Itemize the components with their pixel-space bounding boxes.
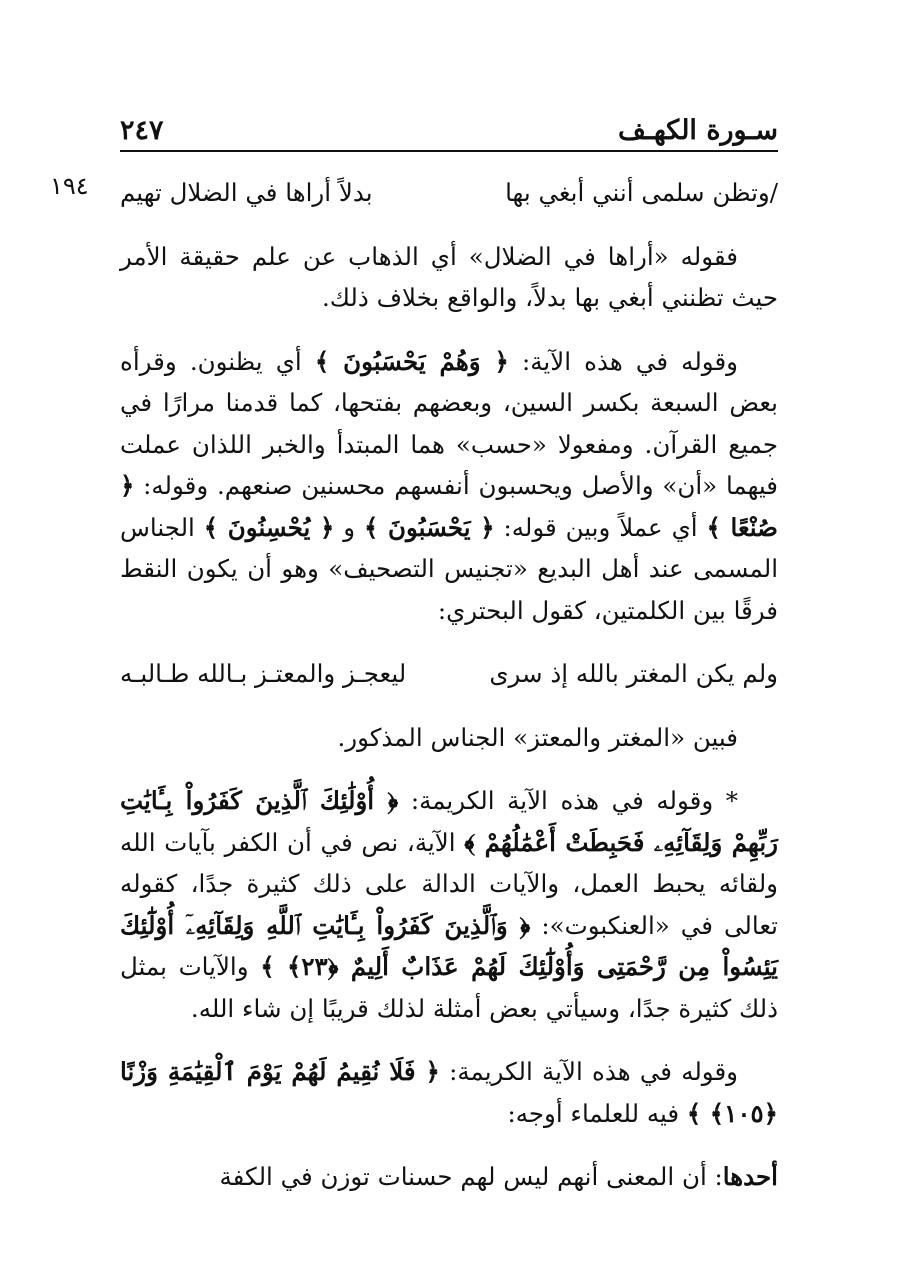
para2-text-2: أي يظنون. وقرأه بعض السبعة بكسر السين، وبعضهم بفتحها، كما قدمنا مرارًا في جميع القرآن. ومفعولا «حسب» هما المبتدأ والخبر اللذان عملت فيهما «أن» والأصل ويحسبون أنفسهم محسنين صنعهم. وقوله: (120, 346, 778, 500)
para6-text-1: : أن المعنى أنهم ليس لهم حسنات توزن في الكفة (219, 1162, 723, 1191)
para5-text-1: وقوله في هذه الآية الكريمة: (439, 1057, 738, 1086)
spacer (120, 319, 778, 341)
verse-2-hemistich-left: ليعجـز والمعتـز بـالله طـالبـه (120, 659, 407, 688)
para2-text-1: وقوله في هذه الآية: (508, 346, 738, 376)
paragraph-2 (120, 341, 778, 632)
spacer (120, 631, 778, 653)
paragraph-1: فقوله «أراها في الضلال» أي الذهاب عن علم حقيقة الأمر حيث تظنني أبغي بها بدلاً، والواقع بخلاف ذلك. (120, 241, 778, 312)
verse-2-hemistich-right: ولم يكن المغتر بالله إذ سرى (489, 659, 778, 688)
spacer (120, 214, 778, 236)
verse-1-hemistich-left: بدلاً أراها في الضلال تهيم (120, 178, 373, 207)
spacer (120, 695, 778, 717)
page-body (120, 172, 778, 1198)
para2-text-3: أي عملاً وبين قوله: (494, 512, 707, 542)
paragraph-6 (120, 1156, 778, 1198)
verse-1-marker: / (769, 178, 778, 207)
para4-text-3: والآيات بمثل ذلك كثيرة جدًا، وسيأتي بعض أمثلة لذلك قريبًا إن شاء الله. (120, 952, 778, 1023)
para6-lead: أحدها (722, 1162, 778, 1191)
para2-text-4: و (334, 512, 365, 542)
para5-text-2: فيه للعلماء أوجه: (507, 1098, 687, 1128)
poem-verse-1 (120, 172, 778, 214)
page-number: ٢٤٧ (120, 115, 164, 146)
quran-quote: ﴿ وَٱلَّذِينَ كَفَرُواْ بِـَٔايَٰتِ ٱللَّهِ وَلِقَآئِهِۦٓ أُوْلَٰٓئِكَ يَئِسُواْ مِن رَّحْمَتِى وَأُوْلَٰٓئِكَ لَهُمْ عَذَابٌ أَلِيمٌ ﴿٢٣﴾ ﴾ (120, 910, 778, 981)
margin-reference-number: ١٩٤ (50, 172, 89, 200)
surah-title: سـورة الكهـف (617, 115, 778, 146)
spacer (120, 1029, 778, 1051)
quran-quote: ﴿ فَلَا نُقِيمُ لَهُمْ يَوْمَ ٱلْقِيَٰمَةِ وَزْنًا ﴿١٠٥﴾ ﴾ (120, 1057, 778, 1128)
para2-text-5: الجناس المسمى عند أهل البديع «تجنيس التصحيف» وهو أن يكون النقط فرقًا بين الكلمتين، كقول البحتري: (120, 512, 778, 625)
poem-verse-2 (120, 653, 778, 695)
quran-quote: ﴿ يَحْسَبُونَ ﴾ (364, 512, 495, 542)
para4-text-2: الآية، نص في أن الكفر بآيات الله ولقائه يحبط العمل، والآيات الدالة على ذلك كثيرة جدًا، كقوله تعالى في «العنكبوت»: (120, 827, 778, 940)
quran-quote: ﴿ يُحْسِنُونَ ﴾ (203, 512, 335, 542)
verse-1-right (505, 172, 778, 214)
paragraph-3: فبين «المغتر والمعتز» الجناس المذكور. (337, 722, 738, 752)
quran-quote: ﴿ وَهُمْ يَحْسَبُونَ ﴾ (314, 346, 509, 376)
page-header (120, 108, 778, 152)
quran-quote: ﴿ صُنْعًا ﴾ (120, 471, 778, 542)
para4-text-1: * وقوله في هذه الآية الكريمة: (398, 786, 738, 815)
quran-quote: ﴿ أُوْلَٰئِكَ ٱلَّذِينَ كَفَرُواْ بِـَٔايَٰتِ رَبِّهِمْ وَلِقَآئِهِۦ فَحَبِطَتْ أَعْمَٰلُهُمْ ﴾ (120, 786, 778, 857)
spacer (120, 758, 778, 780)
paragraph-4 (120, 780, 778, 1029)
paragraph-5 (120, 1051, 778, 1134)
spacer (120, 1134, 778, 1156)
verse-1-hemistich-right: وتظن سلمى أنني أبغي بها (505, 178, 770, 207)
